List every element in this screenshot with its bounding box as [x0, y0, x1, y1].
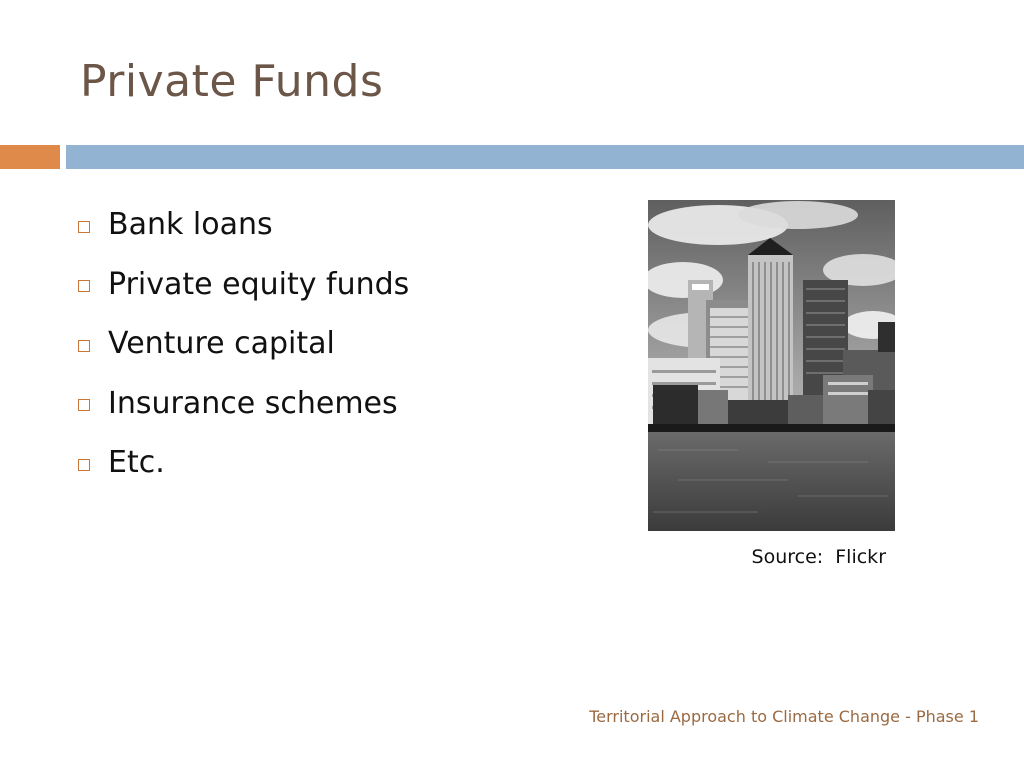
skyline-image — [648, 200, 895, 531]
bullet-text: Bank loans — [108, 207, 273, 243]
bullet-text: Etc. — [108, 445, 165, 481]
bullet-text: Venture capital — [108, 326, 335, 362]
image-caption: Source: Flickr — [751, 546, 886, 568]
accent-bar-blue — [66, 145, 1024, 169]
bullet-text: Insurance schemes — [108, 385, 398, 421]
city-skyline-photo — [648, 200, 895, 531]
bullet-item — [78, 314, 409, 374]
bullet-text: Private equity funds — [108, 266, 410, 302]
accent-bar-orange — [0, 145, 60, 169]
bullet-item — [78, 195, 409, 255]
square-bullet-icon — [78, 221, 90, 233]
square-bullet-icon — [78, 399, 90, 411]
bullet-list — [78, 195, 409, 493]
bullet-item — [78, 374, 409, 434]
slide-title: Private Funds — [80, 56, 384, 107]
square-bullet-icon — [78, 280, 90, 292]
bullet-item — [78, 255, 409, 315]
square-bullet-icon — [78, 340, 90, 352]
slide-footer: Territorial Approach to Climate Change - Phase 1 — [589, 707, 979, 726]
bullet-item — [78, 433, 409, 493]
square-bullet-icon — [78, 459, 90, 471]
